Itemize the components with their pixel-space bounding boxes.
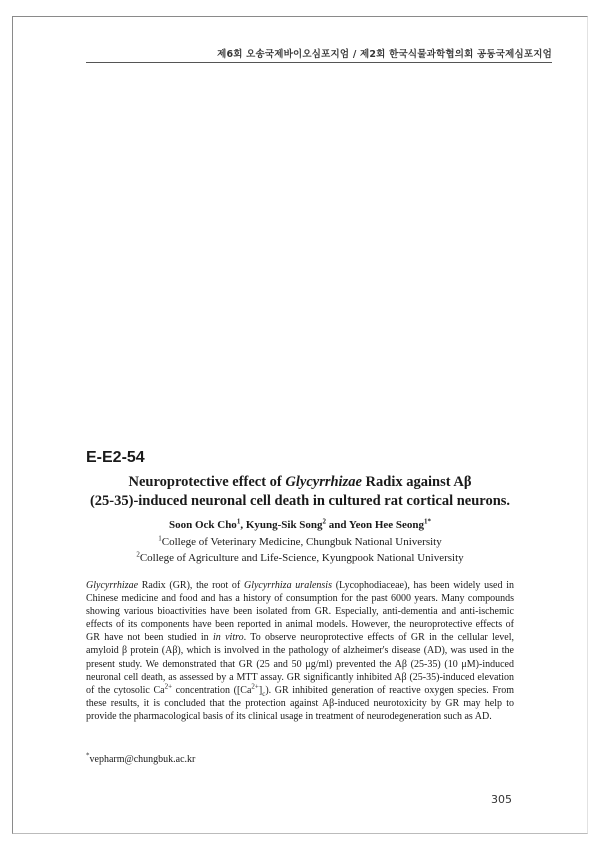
abstract-text: concentration ([Ca — [172, 684, 252, 696]
author-affil-mark: 1* — [424, 517, 432, 526]
abstract-text: ). GR inhibited generation of reactive oxygen species. From these results, it is concluded that the protection against Aβ-induced neurotoxicity by GR may help to provide the pharmacological basis of its clinical usage in treatment of neurodegeneration such as AD. — [86, 684, 515, 722]
author-name: and Yeon Hee Seong — [326, 519, 425, 531]
affiliation-2 — [70, 552, 530, 564]
title-part: Neuroprotective effect of — [128, 474, 286, 490]
running-head: 제6회 오송국제바이오심포지엄 / 제2회 한국식물과학협의회 공동국제심포지엄 — [217, 49, 552, 60]
paper-title — [70, 473, 530, 511]
author-name: , Kyung-Sik Song — [240, 519, 323, 531]
header-rule — [86, 62, 552, 63]
abstract-text: (Lycophodiaceae), has been widely used in Chinese medicine and food and has a history of consumption for the past 6000 years. Many compounds showing various bioactivities have been isolated from GR. Especially, anti-dementia and anti-ischemic effects of its components have been reported in animal models. However, the neuroprotective effects of GR have not been studied in — [86, 580, 514, 644]
abstract-italic: Glycyrrhiza uralensis — [243, 580, 332, 591]
abstract-subscript: c — [262, 689, 266, 698]
author-name: Soon Ock Cho — [168, 519, 237, 531]
abstract-italic: in vitro — [213, 632, 244, 644]
author-affil-mark: 1 — [236, 517, 241, 526]
abstract-body — [86, 579, 514, 723]
affiliation-text: College of Agriculture and Life-Science, Kyungpook National University — [139, 552, 464, 564]
abstract-text: ] — [258, 684, 263, 696]
affiliation-number: 1 — [158, 534, 162, 543]
affiliation-text: College of Veterinary Medicine, Chungbuk National University — [161, 536, 442, 548]
affiliation-1 — [70, 536, 530, 548]
title-part: Radix against Aβ — [361, 474, 472, 490]
page-number: 305 — [491, 793, 512, 806]
abstract-italic: Glycyrrhizae — [86, 580, 139, 591]
author-list — [70, 519, 530, 531]
corresponding-email — [86, 751, 196, 765]
abstract-text: . To observe neuroprotective effects of GR in the cellular level, amyloid β protein (Aβ), which is involved in the pathology of alzheimer's disease (AD), was used in the present study. We demonstrated that GR (25 and 50 μg/ml) prevented the Aβ (25-35) (10 μM)-induced neuronal cell death, as assessed by a MTT assay. GR significantly inhibited Aβ (25-35)-induced elevation of the cytosolic Ca — [86, 632, 515, 696]
abstract-text: Radix (GR), the root of — [138, 580, 244, 591]
title-italic: Glycyrrhizae — [285, 474, 362, 490]
abstract-superscript: 2+ — [164, 682, 173, 691]
email-address: vepharm@chungbuk.ac.kr — [89, 754, 196, 765]
abstract-code: E-E2-54 — [86, 449, 145, 466]
title-part: (25-35)-induced neuronal cell death in cultured rat cortical neurons. — [89, 493, 511, 509]
abstract-superscript: 2+ — [251, 682, 259, 691]
corresponding-mark: * — [86, 751, 90, 760]
author-affil-mark: 2 — [322, 517, 327, 526]
affiliation-number: 2 — [136, 550, 140, 559]
